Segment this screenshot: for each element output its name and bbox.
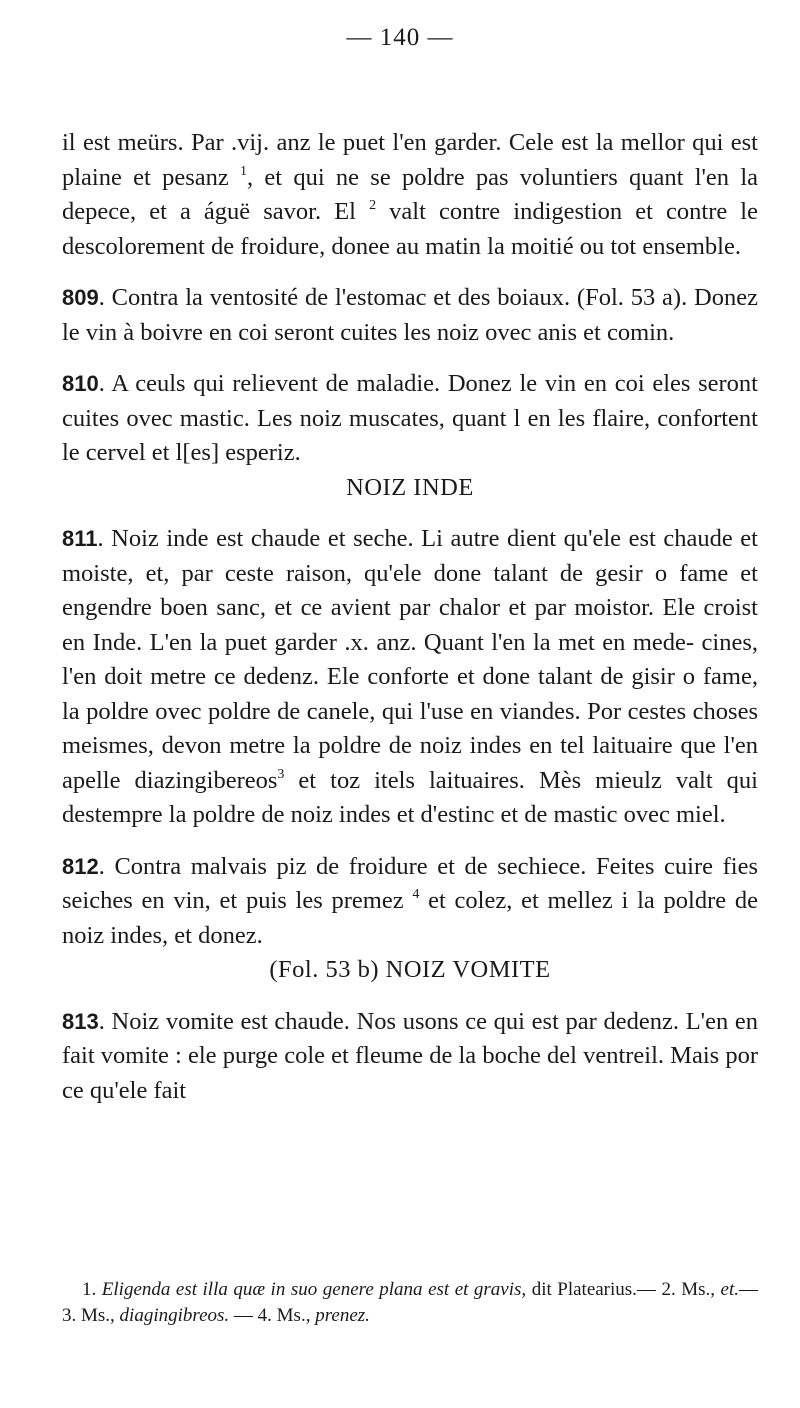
text-run: valt contre indigestion et contre le descolorement de froidure, donee au matin la moitié ou tot ensemble. [62, 198, 758, 260]
footnote-text: — 3. Ms., [62, 1279, 758, 1326]
text-run: , et qui ne se poldre pas voluntiers quant l'en la depece, et a águë savor. El [62, 163, 758, 225]
footnotes [62, 1277, 758, 1329]
text-run: . Contra malvais piz de froidure et de sechiece. Feites cuire fies seiches en vin, et puis les premez [62, 852, 758, 914]
footnote-number: 1. [82, 1279, 102, 1300]
footnote-mark-3: 3 [277, 766, 285, 782]
entry-number-813: 813 [62, 1008, 99, 1034]
text-run: . A ceuls qui relievent de maladie. Donez le vin en coi eles seront cuites ovec mastic. Les noiz muscates, quant l en les flaire, confortent le cervel et l[es] esperiz. [62, 370, 758, 466]
entry-number-810: 810 [62, 371, 99, 396]
section-heading-noiz-inde: NOIZ INDE [346, 473, 474, 501]
paragraph-809 [62, 281, 758, 350]
paragraph-811 [62, 522, 758, 833]
footnote-mark-4: 4 [412, 887, 420, 902]
paragraph-812 [62, 850, 758, 954]
page-number: — 140 — [346, 24, 454, 51]
text-run: . Noiz inde est chaude et seche. Li autre dient qu'ele est chaude et moiste, et, par ceste raison, qu'ele done talant de gesir o fame et engendre boen sanc, et ce avient par chalor et par moistor. Ele croist en Inde. L'en la puet garder .x. anz. Quant l'en la met en mede- cines, l'en doit metre ce dedenz. Ele conforte et done talant de gisir o fame, la poldre ovec poldre de canele, qui l'use en viandes. Por cestes choses meismes, devon metre la poldre de noiz indes en tel laituaire que l'en apelle diazingibereos [62, 525, 758, 794]
footnote-line [62, 1277, 758, 1329]
entry-number-809: 809 [62, 285, 99, 310]
entry-number-812: 812 [62, 853, 99, 879]
text-run: . Noiz vomite est chaude. Nos usons ce qui est par dedenz. L'en en fait vomite : ele purge cole et fleume de la boche del ventreil. Mais por ce qu'ele fait [62, 1007, 758, 1104]
text-run: et colez, et mellez i la poldre de noiz indes, et donez. [62, 887, 758, 949]
footnote-mark-2: 2 [369, 198, 377, 213]
footnote-italic: prenez. [315, 1305, 370, 1326]
footnote-mark-1: 1 [240, 163, 247, 179]
section-heading-noiz-vomite: (Fol. 53 b) NOIZ VOMITE [269, 956, 551, 983]
paragraph-810 [62, 367, 758, 471]
text-run: il est meürs. Par .vij. anz le puet l'en garder. Cele est la mellor qui est plaine et pesanz [62, 129, 758, 191]
footnote-italic: diagingibreos. [119, 1305, 230, 1326]
paragraph-813 [62, 1005, 758, 1109]
text-run: . Contra la ventosité de l'estomac et des boiaux. (Fol. 53 a). Donez le vin à boivre en coi seront cuites les noiz ovec anis et comin. [62, 284, 758, 346]
footnote-italic: et. [720, 1279, 739, 1300]
footnote-italic: Eligenda est illa quæ in suo genere plana est et gravis, [101, 1279, 527, 1300]
paragraph-continuation [62, 126, 758, 264]
main-text [62, 126, 758, 1108]
footnote-text: dit Platearius.— 2. Ms., [526, 1279, 721, 1300]
footnote-text: — 4. Ms., [229, 1305, 316, 1326]
text-run: et toz itels laituaires. Mès mieulz valt qui destempre la poldre de noiz indes et d'estinc et de mastic ovec miel. [62, 766, 758, 828]
entry-number-811: 811 [62, 526, 98, 551]
